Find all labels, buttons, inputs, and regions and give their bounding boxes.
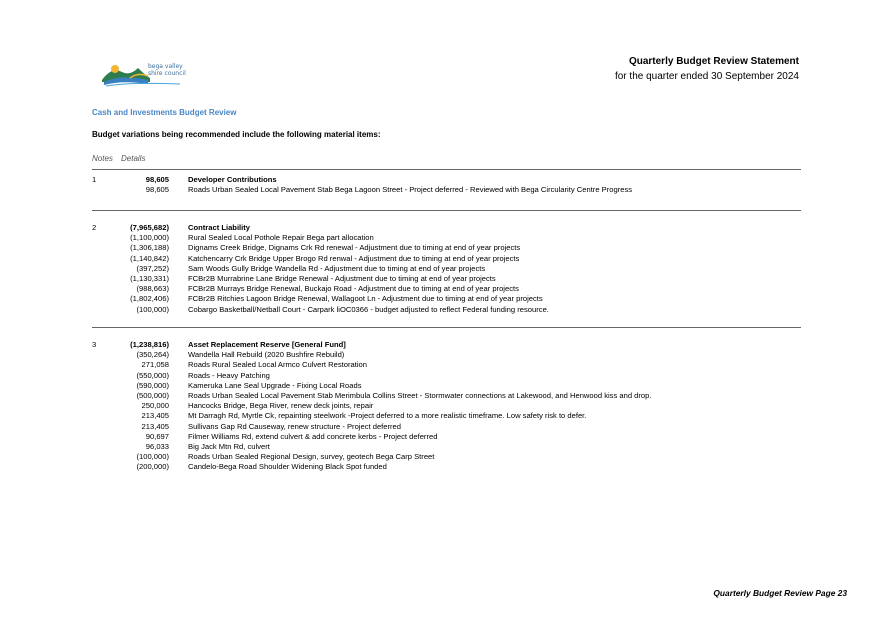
- item-amount: (1,140,842): [130, 253, 169, 263]
- item-amount: (550,000): [136, 370, 169, 380]
- item-amount: (100,000): [136, 452, 169, 462]
- group-total: (7,965,682): [130, 223, 169, 232]
- table-row: [92, 381, 801, 391]
- table-row: [92, 264, 801, 274]
- item-amount: 96,033: [145, 441, 169, 451]
- table-row: [92, 350, 801, 360]
- group-header-row: [92, 223, 801, 233]
- item-detail: Big Jack Mtn Rd, culvert: [188, 441, 270, 451]
- group-title: Asset Replacement Reserve [General Fund]: [188, 340, 346, 349]
- item-amount: (1,130,331): [130, 273, 169, 283]
- column-header-notes: Notes: [92, 154, 113, 163]
- table-row: [92, 274, 801, 284]
- column-header-details: Details: [121, 154, 146, 163]
- item-amount: (1,802,406): [130, 294, 169, 304]
- item-amount: 250,000: [141, 401, 169, 411]
- table-row: [92, 185, 801, 195]
- item-amount: (350,264): [136, 350, 169, 360]
- variation-group-3: [92, 340, 801, 472]
- item-amount: (500,000): [136, 390, 169, 400]
- page-footer: Quarterly Budget Review Page 23: [713, 588, 847, 598]
- item-detail: Sullivans Gap Rd Causeway, renew structure - Project deferred: [188, 421, 401, 431]
- item-amount: (100,000): [136, 304, 169, 314]
- item-amount: (1,100,000): [130, 233, 169, 243]
- item-detail: FCBr2B Ritchies Lagoon Bridge Renewal, Wallagoot Ln - Adjustment due to timing at end of year projects: [188, 294, 543, 304]
- table-row: [92, 284, 801, 294]
- table-row: [92, 442, 801, 452]
- group-title: Developer Contributions: [188, 175, 277, 184]
- divider: [92, 327, 801, 328]
- item-detail: FCBr2B Murrabrine Lane Bridge Renewal - Adjustment due to timing at end of year projects: [188, 273, 496, 283]
- divider: [92, 210, 801, 211]
- item-amount: 90,697: [145, 431, 169, 441]
- item-detail: Kameruka Lane Seal Upgrade - Fixing Local Roads: [188, 380, 362, 390]
- item-detail: Roads Urban Sealed Local Pavement Stab Merimbula Collins Street - Stormwater connections at Lakewood, and Henwood kiss and drop.: [188, 390, 652, 400]
- item-detail: Sam Woods Gully Bridge Wandella Rd - Adjustment due to timing at end of year projects: [188, 263, 486, 273]
- table-row: [92, 391, 801, 401]
- table-row: [92, 411, 801, 421]
- item-amount: 271,058: [141, 360, 169, 370]
- item-amount: (1,306,188): [130, 243, 169, 253]
- table-row: [92, 401, 801, 411]
- item-amount: (397,252): [136, 263, 169, 273]
- note-number: 1: [92, 175, 97, 184]
- item-detail: Hancocks Bridge, Bega River, renew deck joints, repair: [188, 401, 374, 411]
- item-detail: Candelo-Bega Road Shoulder Widening Black Spot funded: [188, 462, 387, 472]
- variation-group-2: [92, 223, 801, 315]
- item-amount: (590,000): [136, 380, 169, 390]
- divider: [92, 169, 801, 170]
- statement-period: for the quarter ended 30 September 2024: [614, 71, 799, 82]
- item-detail: Roads - Heavy Patching: [188, 370, 270, 380]
- item-amount: (200,000): [136, 462, 169, 472]
- item-detail: Wandella Hall Rebuild (2020 Bushfire Rebuild): [188, 350, 345, 360]
- item-detail: Roads Urban Sealed Local Pavement Stab Bega Lagoon Street - Project deferred - Reviewed with Bega Circularity Centre Progress: [188, 185, 633, 195]
- section-title: Cash and Investments Budget Review: [92, 108, 237, 117]
- item-detail: FCBr2B Murrays Bridge Renewal, Buckajo Road - Adjustment due to timing at end of year projects: [188, 284, 519, 294]
- statement-title: Quarterly Budget Review Statement: [628, 56, 799, 67]
- table-row: [92, 233, 801, 243]
- group-header-row: [92, 340, 801, 350]
- table-row: [92, 422, 801, 432]
- table-row: [92, 243, 801, 253]
- table-row: [92, 452, 801, 462]
- table-row: [92, 305, 801, 315]
- group-header-row: [92, 175, 801, 185]
- item-detail: Dignams Creek Bridge, Dignams Crk Rd renewal - Adjustment due to timing at end of year projects: [188, 243, 521, 253]
- item-detail: Rural Sealed Local Pothole Repair Bega part allocation: [188, 233, 374, 243]
- table-row: [92, 360, 801, 370]
- logo-text: bega valley shire council: [148, 63, 186, 77]
- item-detail: Katchencarry Crk Bridge Upper Brogo Rd renwal - Adjustment due to timing at end of year projects: [188, 253, 520, 263]
- table-row: [92, 432, 801, 442]
- item-detail: Filmer Williams Rd, extend culvert & add concrete kerbs - Project deferred: [188, 431, 438, 441]
- table-row: [92, 254, 801, 264]
- intro-text: Budget variations being recommended include the following material items:: [92, 130, 381, 139]
- item-amount: (988,663): [136, 284, 169, 294]
- item-amount: 213,405: [141, 411, 169, 421]
- group-title: Contract Liability: [188, 223, 251, 232]
- item-amount: 213,405: [141, 421, 169, 431]
- item-detail: Roads Rural Sealed Local Armco Culvert Restoration: [188, 360, 367, 370]
- table-row: [92, 371, 801, 381]
- note-number: 2: [92, 223, 97, 232]
- variation-group-1: [92, 175, 801, 195]
- item-detail: Cobargo Basketball/Netball Court - Carpark liOC0366 - budget adjusted to reflect Federal funding resource.: [188, 304, 549, 314]
- item-amount: 98,605: [145, 185, 169, 195]
- group-total: 98,605: [145, 175, 169, 184]
- group-total: (1,238,816): [130, 340, 169, 349]
- item-detail: Roads Urban Sealed Regional Design, survey, geotech Bega Carp Street: [188, 452, 435, 462]
- note-number: 3: [92, 340, 97, 349]
- item-detail: Mt Darragh Rd, Myrtle Ck, repainting steelwork -Project deferred to a more realistic timeframe. Low safety risk to defer.: [188, 411, 587, 421]
- table-row: [92, 462, 801, 472]
- table-row: [92, 294, 801, 304]
